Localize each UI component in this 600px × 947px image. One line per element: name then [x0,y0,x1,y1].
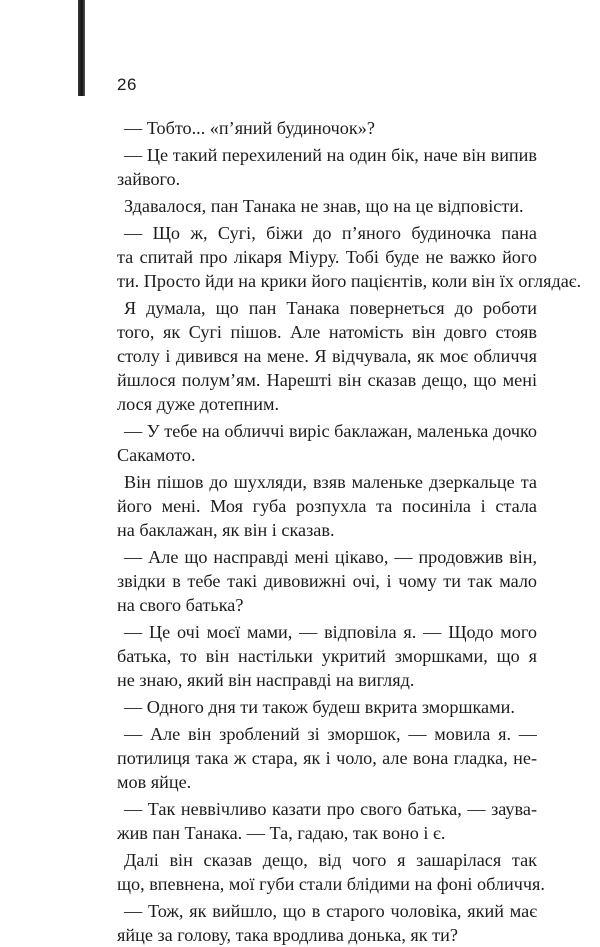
text-line: що, впевнена, мої губи стали блідими на фоні обличчя. [117,874,545,894]
text-line: Сакамото. [117,445,196,465]
page-number: 26 [117,75,137,94]
text-line: того, як Сугі пішов. Але натомість він довго стояв [117,322,537,342]
text-line: та спитай про лікаря Міуру. Тобі буде не важко його [117,247,537,267]
text-line: столу і дивився на мене. Я відчувала, як моє обличчя [117,346,537,366]
text-line: зайвого. [117,169,181,189]
text-line: на свого батька? [117,595,244,615]
text-line: — Так неввічливо казати про свого батька, — заува- [124,799,537,819]
text-line: Він пішов до шухляди, взяв маленьке дзеркальце та [124,472,537,492]
text-line: яйце за голову, така вродлива донька, як ти? [117,925,458,945]
text-line: на баклажан, як він і сказав. [117,520,335,540]
text-line: — Але він зроблений зі зморшок, — мовила я. — [124,724,537,744]
text-line: Далі він сказав дещо, від чого я зашарілася так [124,850,537,870]
text-line: — У тебе на обличчі виріс баклажан, маленька дочко [124,421,537,441]
text-line: — Але що насправді мені цікаво, — продовжив він, [124,547,537,567]
text-line: йшлося полум’ям. Нарешті він сказав дещо, що мені [117,370,537,390]
text-line: лося дуже дотепним. [117,394,280,414]
text-line: — Тож, як вийшло, що в старого чоловіка, який має [124,901,537,921]
text-line: — Тобто... «п’яний будиночок»? [124,118,375,138]
text-line: звідки в тебе такі дивовижні очі, і чому ти так мало [117,571,537,591]
text-line: — Одного дня ти також будеш вкрита зморшками. [124,697,515,717]
text-line: батька, то він настільки укритий зморшками, що я [117,646,537,666]
text-line: потилиця така ж стара, як і чоло, але вона гладка, не- [117,748,537,768]
text-line: не знаю, який він насправді на вигляд. [117,670,415,690]
text-line: мов яйце. [117,772,192,792]
text-line: — Це очі моєї мами, — відповіла я. — Щодо мого [124,622,537,642]
text-line: — Що ж, Сугі, біжи до п’яного будиночка пана [124,223,537,243]
book-spine-edge [78,0,85,96]
text-line: його мені. Моя губа розпухла та посиніла і стала [117,496,537,516]
body-text [117,113,582,947]
text-line: ти. Просто йди на крики його пацієнтів, коли він їх оглядає. [117,271,582,291]
text-line: Я думала, що пан Танака повернеться до роботи [124,298,537,318]
text-line: Здавалося, пан Танака не знав, що на це відповісти. [124,196,524,216]
text-line: — Це такий перехилений на один бік, наче він випив [124,145,537,165]
text-line: жив пан Танака. — Та, гадаю, так воно і є. [117,823,446,843]
